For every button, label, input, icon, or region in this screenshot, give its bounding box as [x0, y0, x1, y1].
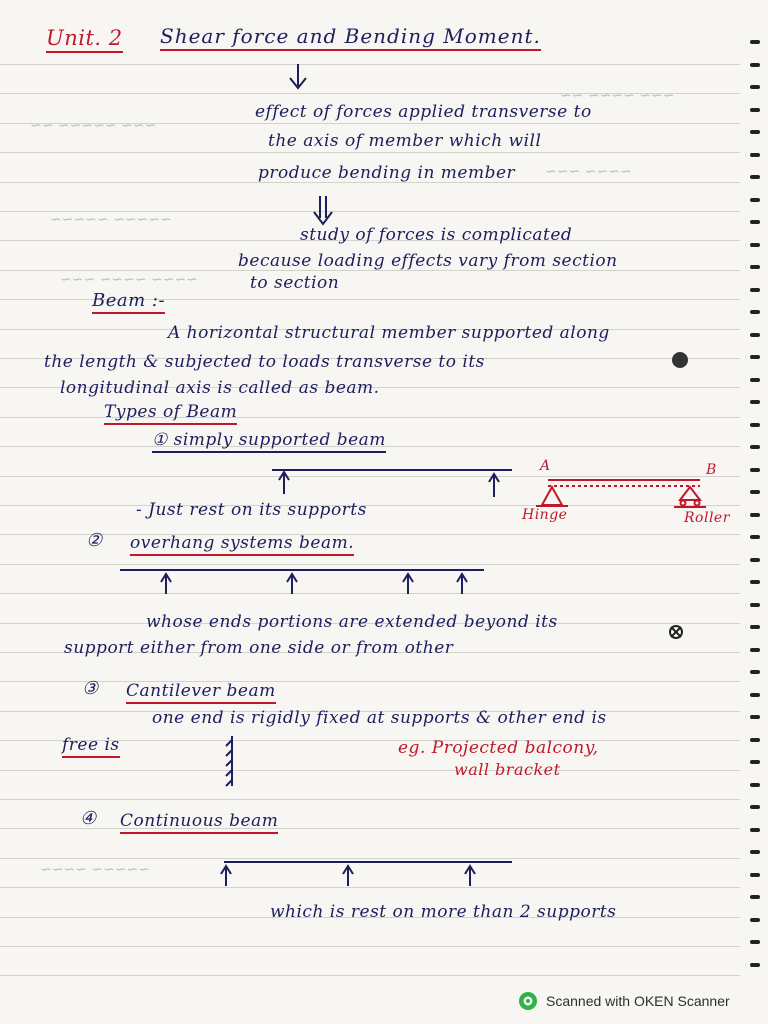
beam-definition-line: the length & subjected to loads transverse to its	[44, 352, 485, 372]
continuous-beam-diagram	[221, 862, 512, 886]
intro-line: to section	[250, 273, 340, 293]
cantilever-fixed-support	[226, 736, 232, 786]
cantilever-label: Cantilever beam	[126, 681, 276, 704]
overhang-beam-diagram	[120, 570, 484, 594]
continuous-number: ④	[80, 808, 97, 829]
simply-supported-label: ① simply supported beam	[152, 430, 386, 453]
cantilever-number: ③	[82, 678, 99, 699]
overhang-number: ②	[86, 530, 103, 551]
simply-supported-description: - Just rest on its supports	[136, 500, 367, 520]
cantilever-description: free is	[62, 735, 120, 758]
bleed-through-text: ~~~~~ ~~~~~	[50, 212, 172, 228]
bleed-through-text: ~~~~~ ~~~~	[40, 862, 151, 878]
beam-heading: Beam :-	[92, 290, 165, 314]
intro-line: effect of forces applied transverse to	[255, 102, 592, 122]
cantilever-description: one end is rigidly fixed at supports & other end is	[152, 708, 607, 728]
support-label-b: B	[706, 462, 717, 478]
types-heading: Types of Beam	[104, 402, 237, 425]
cantilever-example: wall bracket	[454, 760, 561, 779]
simply-supported-beam-diagram	[272, 470, 512, 497]
down-arrow-icon	[290, 64, 306, 88]
intro-line: produce bending in member	[258, 163, 516, 183]
hinge-roller-beam-diagram	[536, 480, 706, 507]
beam-definition-line: A horizontal structural member supported along	[168, 323, 610, 343]
scanner-watermark-text: Scanned with OKEN Scanner	[546, 993, 730, 1009]
bleed-through-text: ~~~~ ~~~~ ~~~	[60, 272, 198, 288]
bleed-through-text: ~~~ ~~~~ ~~	[560, 88, 675, 104]
unit-label: Unit. 2	[46, 26, 123, 53]
support-label-a: A	[540, 458, 551, 474]
scanner-logo-icon	[518, 991, 538, 1011]
hinge-label: Hinge	[522, 507, 568, 523]
cantilever-example: eg. Projected balcony,	[398, 738, 599, 758]
intro-line: study of forces is complicated	[300, 225, 573, 245]
overhang-label: overhang systems beam.	[130, 533, 354, 556]
overhang-description: support either from one side or from other	[64, 638, 454, 658]
roller-label: Roller	[684, 510, 730, 526]
bleed-through-text: ~~~~ ~~~	[545, 164, 632, 180]
ink-dot	[672, 352, 688, 368]
scanner-watermark	[518, 990, 730, 1012]
overhang-description: whose ends portions are extended beyond its	[146, 612, 558, 632]
ink-scribble-icon	[670, 626, 682, 638]
bleed-through-text: ~~~ ~~~~~ ~~	[30, 118, 157, 134]
intro-line: because loading effects vary from section	[238, 251, 618, 271]
intro-line: the axis of member which will	[268, 131, 542, 151]
continuous-label: Continuous beam	[120, 811, 278, 834]
beam-definition-line: longitudinal axis is called as beam.	[60, 378, 380, 398]
page-title: Shear force and Bending Moment.	[160, 24, 541, 51]
continuous-description: which is rest on more than 2 supports	[270, 902, 617, 922]
equivalence-arrow-icon	[314, 196, 332, 224]
